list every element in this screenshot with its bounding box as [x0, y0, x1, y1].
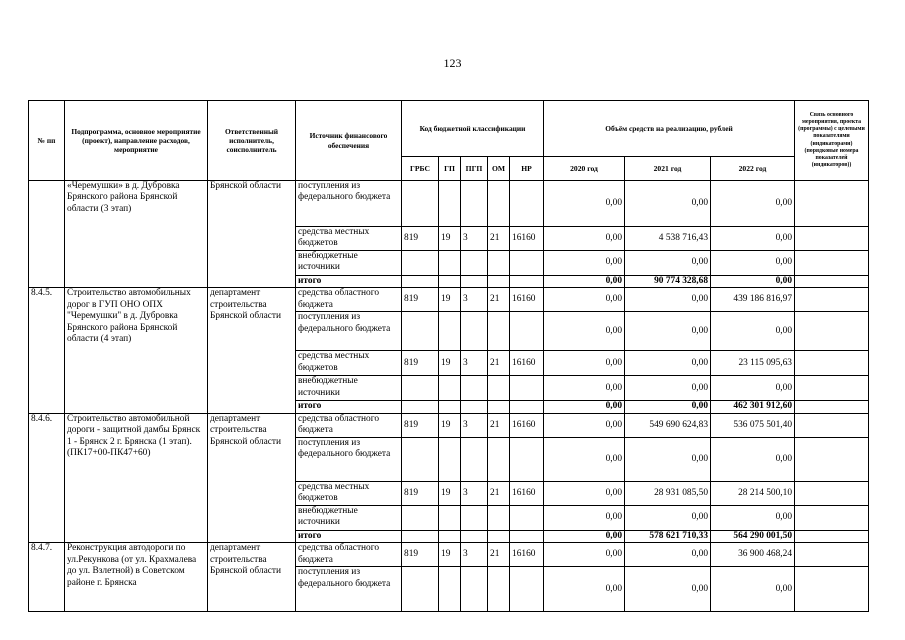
code-om [488, 530, 510, 542]
code-om [488, 505, 510, 530]
source-label: внебюджетные источники [296, 505, 402, 530]
amount-2020: 0,00 [544, 401, 625, 413]
code-grbs [402, 312, 439, 351]
item-number: 8.4.6. [29, 413, 65, 542]
code-pgp: 3 [461, 543, 488, 567]
code-grbs [402, 181, 439, 227]
code-nr [510, 401, 544, 413]
item-responsible: департамент строительства Брянской области [208, 288, 296, 413]
amount-2020: 0,00 [544, 413, 625, 437]
code-pgp: 3 [461, 288, 488, 312]
code-pgp: 3 [461, 227, 488, 251]
code-nr [510, 530, 544, 542]
code-nr [510, 505, 544, 530]
code-grbs [402, 401, 439, 413]
amount-2020: 0,00 [544, 567, 625, 612]
indicator-link-cell [795, 437, 869, 481]
indicator-link-cell [795, 505, 869, 530]
col-header-grbs: ГРБС [402, 157, 439, 181]
amount-2020: 0,00 [544, 376, 625, 401]
item-name: Строительство автомобильных дорог в ГУП ОНО ОПХ "Черемушки" в д. Дубровка Брянского района Брянской области (4 этап) [65, 288, 208, 413]
source-label: средства местных бюджетов [296, 227, 402, 251]
code-gp [439, 567, 461, 612]
col-header-om: ОМ [488, 157, 510, 181]
code-gp [439, 401, 461, 413]
source-label: поступления из федерального бюджета [296, 312, 402, 351]
amount-2020: 0,00 [544, 312, 625, 351]
amount-2022: 28 214 500,10 [711, 481, 795, 505]
amount-2021: 549 690 624,83 [625, 413, 711, 437]
col-header-source: Источник финансового обеспечения [296, 101, 402, 181]
amount-2021: 28 931 085,50 [625, 481, 711, 505]
col-header-responsible: Ответственный исполнитель, соисполнитель [208, 101, 296, 181]
col-header-2020: 2020 год [544, 157, 625, 181]
amount-2022: 0,00 [711, 181, 795, 227]
amount-2020: 0,00 [544, 505, 625, 530]
code-gp [439, 376, 461, 401]
code-grbs: 819 [402, 413, 439, 437]
amount-2021: 0,00 [625, 288, 711, 312]
source-label: поступления из федерального бюджета [296, 181, 402, 227]
code-gp: 19 [439, 288, 461, 312]
source-label: итого [296, 530, 402, 542]
amount-2020: 0,00 [544, 351, 625, 376]
col-header-subprogram: Подпрограмма, основное мероприятие (проект), направление расходов, мероприятие [65, 101, 208, 181]
col-header-2022: 2022 год [711, 157, 795, 181]
code-pgp [461, 376, 488, 401]
code-nr [510, 437, 544, 481]
amount-2020: 0,00 [544, 251, 625, 276]
code-om [488, 276, 510, 288]
code-om: 21 [488, 543, 510, 567]
amount-2021: 0,00 [625, 376, 711, 401]
code-nr: 16160 [510, 351, 544, 376]
amount-2022: 0,00 [711, 276, 795, 288]
amount-2022: 0,00 [711, 505, 795, 530]
amount-2022: 0,00 [711, 376, 795, 401]
indicator-link-cell [795, 543, 869, 567]
code-om [488, 251, 510, 276]
item-number: 8.4.7. [29, 543, 65, 612]
amount-2021: 0,00 [625, 437, 711, 481]
code-nr [510, 567, 544, 612]
amount-2021: 0,00 [625, 312, 711, 351]
amount-2022: 536 075 501,40 [711, 413, 795, 437]
code-om: 21 [488, 227, 510, 251]
source-label: итого [296, 276, 402, 288]
code-om: 21 [488, 481, 510, 505]
code-gp [439, 530, 461, 542]
item-responsible: департамент строительства Брянской области [208, 543, 296, 612]
item-name: «Черемушки» в д. Дубровка Брянского района Брянской области (3 этап) [65, 181, 208, 288]
amount-2020: 0,00 [544, 437, 625, 481]
code-om [488, 567, 510, 612]
code-nr: 16160 [510, 227, 544, 251]
amount-2020: 0,00 [544, 227, 625, 251]
indicator-link-cell [795, 312, 869, 351]
amount-2022: 0,00 [711, 251, 795, 276]
indicator-link-cell [795, 351, 869, 376]
code-nr [510, 376, 544, 401]
code-grbs: 819 [402, 481, 439, 505]
item-responsible: Брянской области [208, 181, 296, 288]
amount-2021: 0,00 [625, 401, 711, 413]
code-grbs [402, 251, 439, 276]
table-row [29, 288, 869, 312]
code-pgp [461, 251, 488, 276]
item-number [29, 181, 65, 288]
code-pgp: 3 [461, 481, 488, 505]
code-grbs [402, 276, 439, 288]
code-grbs: 819 [402, 351, 439, 376]
code-grbs [402, 530, 439, 542]
col-header-volume: Объём средств на реализацию, рублей [544, 101, 795, 157]
source-label: итого [296, 401, 402, 413]
table-row [29, 543, 869, 567]
amount-2022: 0,00 [711, 312, 795, 351]
indicator-link-cell [795, 288, 869, 312]
page-number: 123 [443, 56, 462, 70]
amount-2021: 0,00 [625, 505, 711, 530]
code-om: 21 [488, 288, 510, 312]
code-nr: 16160 [510, 481, 544, 505]
code-grbs: 819 [402, 288, 439, 312]
col-header-gp: ГП [439, 157, 461, 181]
code-om [488, 437, 510, 481]
code-pgp [461, 312, 488, 351]
code-pgp [461, 401, 488, 413]
source-label: средства областного бюджета [296, 543, 402, 567]
col-header-num: № пп [29, 101, 65, 181]
code-om [488, 376, 510, 401]
col-header-2021: 2021 год [625, 157, 711, 181]
amount-2021: 90 774 328,68 [625, 276, 711, 288]
source-label: средства областного бюджета [296, 413, 402, 437]
amount-2022: 439 186 816,97 [711, 288, 795, 312]
indicator-link-cell [795, 481, 869, 505]
source-label: средства местных бюджетов [296, 351, 402, 376]
code-gp [439, 276, 461, 288]
amount-2022: 36 900 468,24 [711, 543, 795, 567]
col-header-pgp: ПГП [461, 157, 488, 181]
indicator-link-cell [795, 276, 869, 288]
code-nr: 16160 [510, 288, 544, 312]
code-grbs [402, 567, 439, 612]
col-header-nr: НР [510, 157, 544, 181]
item-name: Реконструкция автодороги по ул.Рекункова (от ул. Крахмалева до ул. Взлетной) в Советском районе г. Брянска [65, 543, 208, 612]
code-gp: 19 [439, 413, 461, 437]
code-nr [510, 181, 544, 227]
amount-2020: 0,00 [544, 288, 625, 312]
code-grbs: 819 [402, 227, 439, 251]
col-header-budget-code: Код бюджетной классификации [402, 101, 544, 157]
code-gp: 19 [439, 481, 461, 505]
indicator-link-cell [795, 227, 869, 251]
code-grbs: 819 [402, 543, 439, 567]
code-pgp [461, 505, 488, 530]
indicator-link-cell [795, 567, 869, 612]
table-row [29, 413, 869, 437]
item-number: 8.4.5. [29, 288, 65, 413]
amount-2021: 0,00 [625, 543, 711, 567]
item-name: Строительство автомобильной дороги - защитной дамбы Брянск 1 - Брянск 2 г. Брянска (1 этап). (ПК17+00-ПК47+60) [65, 413, 208, 542]
table-row [29, 181, 869, 227]
amount-2020: 0,00 [544, 181, 625, 227]
code-gp [439, 437, 461, 481]
amount-2022: 23 115 095,63 [711, 351, 795, 376]
amount-2022: 0,00 [711, 437, 795, 481]
code-nr [510, 312, 544, 351]
amount-2021: 0,00 [625, 567, 711, 612]
table-body [29, 181, 869, 612]
code-gp: 19 [439, 543, 461, 567]
amount-2021: 0,00 [625, 251, 711, 276]
amount-2020: 0,00 [544, 481, 625, 505]
code-om [488, 181, 510, 227]
indicator-link-cell [795, 413, 869, 437]
code-nr [510, 251, 544, 276]
indicator-link-cell [795, 530, 869, 542]
source-label: поступления из федерального бюджета [296, 567, 402, 612]
indicator-link-cell [795, 376, 869, 401]
amount-2022: 0,00 [711, 227, 795, 251]
code-pgp [461, 181, 488, 227]
indicator-link-cell [795, 181, 869, 227]
source-label: средства областного бюджета [296, 288, 402, 312]
code-gp: 19 [439, 351, 461, 376]
code-om [488, 401, 510, 413]
code-pgp [461, 276, 488, 288]
amount-2020: 0,00 [544, 276, 625, 288]
indicator-link-cell [795, 401, 869, 413]
code-grbs [402, 437, 439, 481]
amount-2020: 0,00 [544, 530, 625, 542]
amount-2021: 0,00 [625, 181, 711, 227]
source-label: средства местных бюджетов [296, 481, 402, 505]
budget-table [28, 100, 869, 612]
code-gp: 19 [439, 227, 461, 251]
indicator-link-cell [795, 251, 869, 276]
col-header-link: Связь основного мероприятия, проекта (программы) с целевыми показателями (индикаторами) (порядковые номера показателей (индикаторов)) [795, 101, 869, 181]
source-label: внебюджетные источники [296, 251, 402, 276]
amount-2021: 0,00 [625, 351, 711, 376]
amount-2022: 462 301 912,60 [711, 401, 795, 413]
code-om [488, 312, 510, 351]
amount-2022: 0,00 [711, 567, 795, 612]
code-pgp [461, 567, 488, 612]
code-om: 21 [488, 351, 510, 376]
code-pgp: 3 [461, 351, 488, 376]
source-label: внебюджетные источники [296, 376, 402, 401]
code-grbs [402, 505, 439, 530]
code-pgp [461, 530, 488, 542]
item-responsible: департамент строительства Брянской области [208, 413, 296, 542]
amount-2021: 4 538 716,43 [625, 227, 711, 251]
code-pgp: 3 [461, 413, 488, 437]
code-pgp [461, 437, 488, 481]
header-row-1 [29, 101, 869, 157]
source-label: поступления из федерального бюджета [296, 437, 402, 481]
amount-2020: 0,00 [544, 543, 625, 567]
code-gp [439, 312, 461, 351]
code-gp [439, 505, 461, 530]
code-nr [510, 276, 544, 288]
amount-2021: 578 621 710,33 [625, 530, 711, 542]
code-grbs [402, 376, 439, 401]
code-om: 21 [488, 413, 510, 437]
code-nr: 16160 [510, 413, 544, 437]
code-nr: 16160 [510, 543, 544, 567]
amount-2022: 564 290 001,50 [711, 530, 795, 542]
code-gp [439, 251, 461, 276]
code-gp [439, 181, 461, 227]
